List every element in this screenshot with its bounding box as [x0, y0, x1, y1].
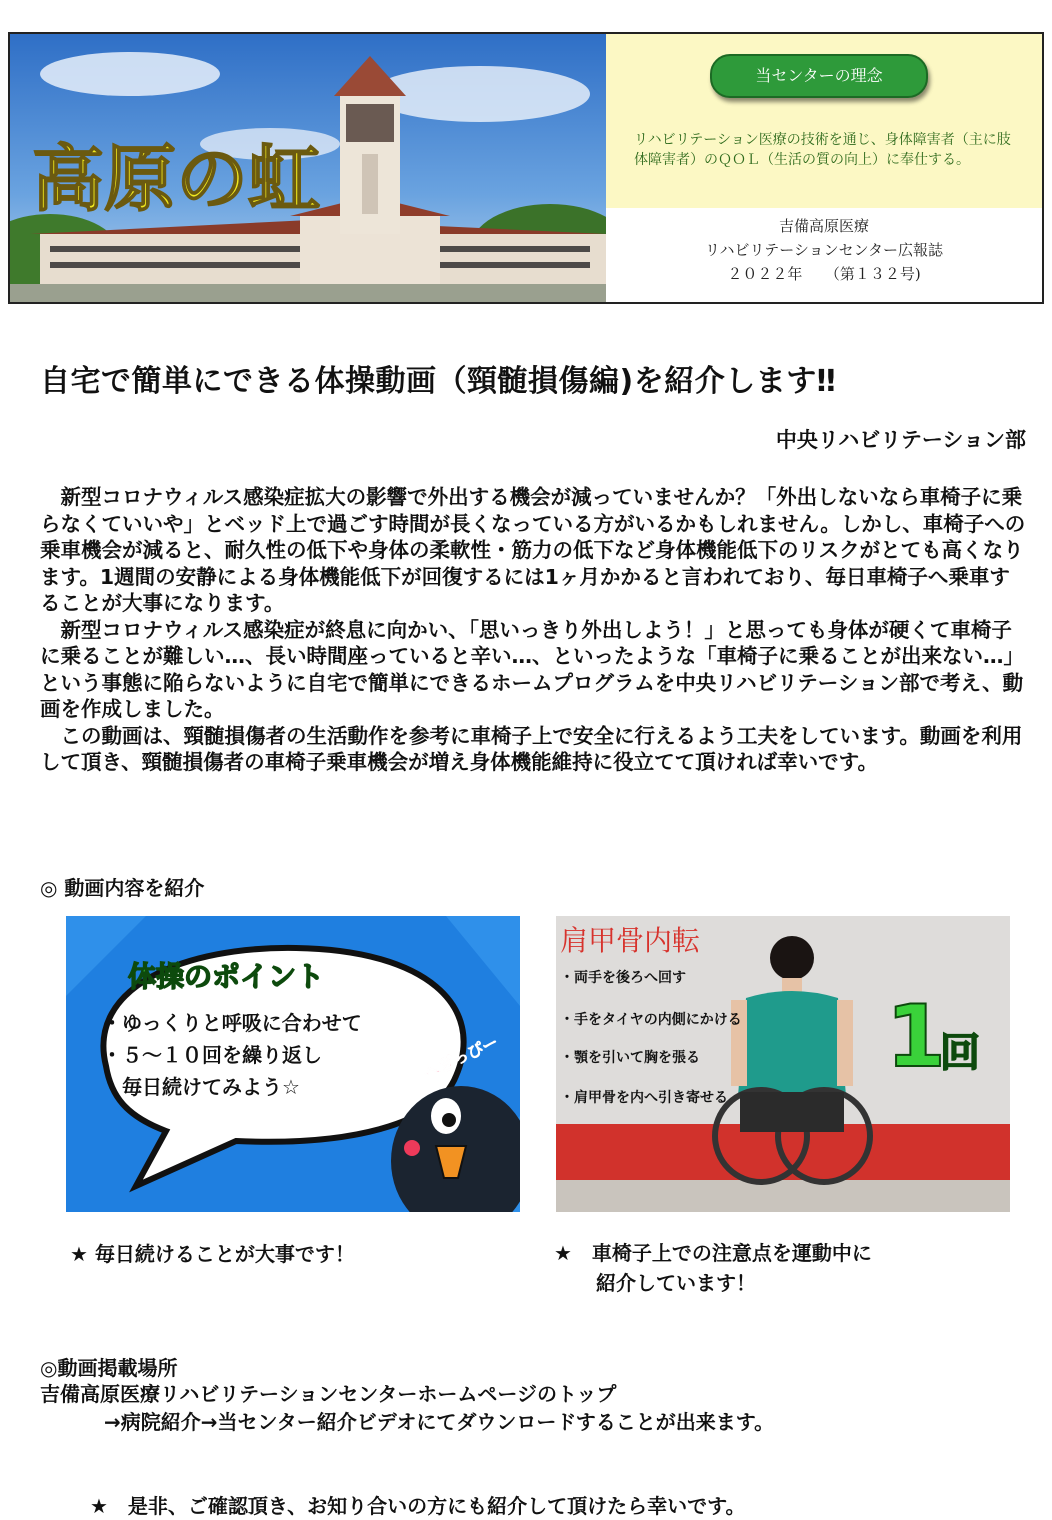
philosophy-text: リハビリテーション医療の技術を通じ、身体障害者（主に肢体障害者）のＱＯＬ（生活の質の向上）に奉仕する。 — [634, 132, 1011, 168]
caption-line: 紹介しています！ — [596, 1271, 756, 1295]
exercise-step: ・顎を引いて胸を張る — [560, 1050, 700, 1066]
point-item: ・ゆっくりと呼吸に合わせて — [102, 1011, 362, 1035]
location-heading: ◎動画掲載場所 — [40, 1356, 178, 1380]
mascot-label: へぎっぴー — [420, 1032, 502, 1084]
department-name: 中央リハビリテーション部 — [775, 428, 1026, 452]
philosophy-badge: 当センターの理念 — [710, 54, 928, 98]
paragraph: 新型コロナウィルス感染症拡大の影響で外出する機会が減っていませんか？「外出しないなら車椅子に乗らなくていいや」とベッド上で過ごす時間が長くなっている方がいるかもしれません。しかし、車椅子への乗車機会が減ると、耐久性の低下や身体の柔軟性・筋力の低下など身体機能低下のリスクがとても高くなります。1週間の安静による身体機能低下が回復するには1ヶ月かかると言われており、毎日車椅子へ乗車することが大事になります。 — [40, 485, 1026, 615]
location-line: 吉備高原医療リハビリテーションセンターホームページのトップ — [40, 1382, 617, 1406]
philosophy-panel — [606, 34, 1042, 208]
exercise-step: ・手をタイヤの内側にかける — [560, 1012, 742, 1028]
video-thumbnail-exercise — [556, 916, 1010, 1212]
logo-title: 高原の虹 — [32, 136, 321, 221]
video-thumbnail-points — [66, 916, 520, 1212]
bubble-title: 体操のポイント — [128, 960, 325, 993]
paragraph: この動画は、頸髄損傷者の生活動作を参考に車椅子上で安全に行えるよう工夫をしています。動画を利用して頂き、頸髄損傷者の車椅子乗車機会が増え身体機能維持に役立てて頂ければ幸いです。 — [40, 723, 1023, 774]
point-item: ・５～１０回を繰り返し — [102, 1043, 322, 1067]
repetition-unit: 回 — [940, 1030, 980, 1076]
closing-message: ★ 是非、ご確認頂き、お知り合いの方にも紹介して頂けたら幸いです。 — [90, 1494, 746, 1518]
org-name-line2: リハビリテーションセンター広報誌 — [704, 241, 944, 259]
thumbnail-caption — [554, 1238, 872, 1298]
point-item: ・毎日続けてみよう☆ — [102, 1075, 300, 1099]
exercise-step: ・肩甲骨を内へ引き寄せる — [560, 1090, 728, 1106]
location-line: →病院紹介→当センター紹介ビデオにてダウンロードすることが出来ます。 — [104, 1410, 775, 1434]
exercise-title: 肩甲骨内転 — [560, 924, 701, 957]
issue-line: ２０２２年 （第１３２号) — [727, 265, 921, 283]
publication-info — [606, 208, 1042, 302]
article-title: 自宅で簡単にできる体操動画（頸髄損傷編)を紹介します‼ — [40, 364, 837, 399]
org-name-line1: 吉備高原医療 — [778, 217, 869, 235]
paragraph: 新型コロナウィルス感染症が終息に向かい、「思いっきり外出しよう！」と思っても身体が硬くて車椅子に乗ることが難しい…、長い時間座っていると辛い…、といったような「車椅子に乗ることが出来ない…」という事態に陥らないように自宅で簡単にできるホームプログラムを中央リハビリテーション部で考え、動画を作成しました。 — [40, 617, 1024, 721]
exercise-step: ・両手を後ろへ回す — [560, 970, 686, 986]
masthead-box — [8, 32, 1044, 304]
section-heading: ◎ 動画内容を紹介 — [40, 876, 205, 900]
thumbnail-caption: ★ 毎日続けることが大事です！ — [70, 1242, 355, 1266]
article-body — [40, 484, 1030, 776]
hero-photo — [10, 34, 606, 302]
repetition-count: 1 — [886, 987, 946, 1087]
caption-line: ★ 車椅子上での注意点を運動中に — [554, 1241, 872, 1265]
